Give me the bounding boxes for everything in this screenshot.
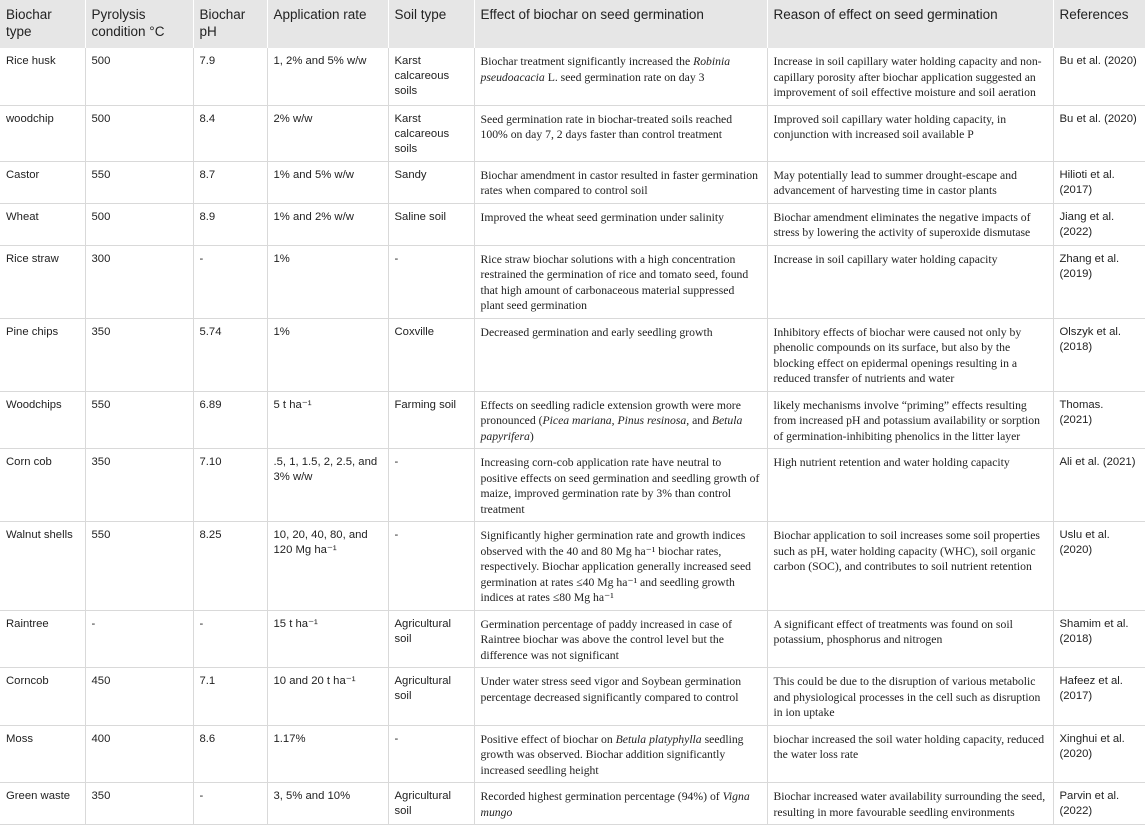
species-name: Vigna mungo — [480, 790, 750, 819]
cell-ph: 6.89 — [193, 391, 267, 449]
cell-pyrolysis-temp: 350 — [85, 449, 193, 522]
table-row — [0, 245, 1145, 318]
table-row — [0, 105, 1145, 161]
table-row — [0, 668, 1145, 726]
cell-biochar-type: Moss — [0, 725, 85, 783]
table-row — [0, 610, 1145, 668]
cell-soil-type: - — [388, 522, 474, 611]
header-row — [0, 0, 1145, 48]
cell-ph: 7.9 — [193, 48, 267, 105]
cell-reference: Zhang et al. (2019) — [1053, 245, 1145, 318]
cell-pyrolysis-temp: 400 — [85, 725, 193, 783]
header-effect: Effect of biochar on seed germination — [474, 0, 767, 48]
table-row — [0, 725, 1145, 783]
cell-reason: likely mechanisms involve “priming” effects resulting from increased pH and potassium availability or sorption of germination-inhibiting phenolics in the litter layer — [767, 391, 1053, 449]
cell-pyrolysis-temp: 450 — [85, 668, 193, 726]
cell-pyrolysis-temp: 500 — [85, 105, 193, 161]
cell-soil-type: - — [388, 449, 474, 522]
cell-pyrolysis-temp: 550 — [85, 391, 193, 449]
cell-soil-type: Saline soil — [388, 203, 474, 245]
cell-application-rate: 1% — [267, 318, 388, 391]
table-row — [0, 522, 1145, 611]
cell-soil-type: - — [388, 245, 474, 318]
cell-soil-type: Karst calcareous soils — [388, 48, 474, 105]
cell-biochar-type: woodchip — [0, 105, 85, 161]
table-row — [0, 161, 1145, 203]
cell-biochar-type: Corn cob — [0, 449, 85, 522]
cell-reason: A significant effect of treatments was found on soil potassium, phosphorus and nitrogen — [767, 610, 1053, 668]
cell-pyrolysis-temp: - — [85, 610, 193, 668]
header-soil-type: Soil type — [388, 0, 474, 48]
cell-reference: Hafeez et al. (2017) — [1053, 668, 1145, 726]
cell-ph: 5.74 — [193, 318, 267, 391]
cell-reason: High nutrient retention and water holding capacity — [767, 449, 1053, 522]
cell-effect: Effects on seedling radicle extension growth were more pronounced (Picea mariana, Pinus resinosa, and Betula papyrifera) — [474, 391, 767, 449]
cell-ph: 8.4 — [193, 105, 267, 161]
cell-reason: Biochar application to soil increases some soil properties such as pH, water holding capacity (WHC), soil organic carbon (SOC), and contributes to soil nutrient retention — [767, 522, 1053, 611]
cell-application-rate: 10 and 20 t ha⁻¹ — [267, 668, 388, 726]
table-row — [0, 203, 1145, 245]
cell-biochar-type: Corncob — [0, 668, 85, 726]
cell-effect: Germination percentage of paddy increased in case of Raintree biochar was above the control level but the difference was not significant — [474, 610, 767, 668]
cell-pyrolysis-temp: 550 — [85, 161, 193, 203]
cell-effect: Decreased germination and early seedling growth — [474, 318, 767, 391]
cell-biochar-type: Rice husk — [0, 48, 85, 105]
table-row — [0, 391, 1145, 449]
species-name: Pinus resinosa — [617, 414, 687, 427]
cell-reference: Ali et al. (2021) — [1053, 449, 1145, 522]
cell-reference: Hilioti et al. (2017) — [1053, 161, 1145, 203]
cell-biochar-type: Green waste — [0, 783, 85, 825]
species-name: Betula platyphylla — [615, 732, 702, 746]
cell-reason: Increase in soil capillary water holding capacity and non-capillary porosity after biochar application suggested an improvement of soil effective moisture and soil aeration — [767, 48, 1053, 105]
cell-ph: 8.7 — [193, 161, 267, 203]
cell-effect: Improved the wheat seed germination under salinity — [474, 203, 767, 245]
cell-effect: Positive effect of biochar on Betula platyphylla seedling growth was observed. Biochar addition significantly increased seedling height — [474, 725, 767, 783]
cell-application-rate: 1% — [267, 245, 388, 318]
cell-ph: 8.6 — [193, 725, 267, 783]
cell-application-rate: 1.17% — [267, 725, 388, 783]
cell-application-rate: 1, 2% and 5% w/w — [267, 48, 388, 105]
cell-application-rate: 15 t ha⁻¹ — [267, 610, 388, 668]
cell-reason: Improved soil capillary water holding capacity, in conjunction with increased soil available P — [767, 105, 1053, 161]
cell-biochar-type: Pine chips — [0, 318, 85, 391]
cell-effect: Rice straw biochar solutions with a high concentration restrained the germination of rice and tomato seed, found that high amount of carbonaceous material suppressed plant seed germination — [474, 245, 767, 318]
cell-reference: Xinghui et al. (2020) — [1053, 725, 1145, 783]
cell-application-rate: 1% and 5% w/w — [267, 161, 388, 203]
cell-effect: Seed germination rate in biochar-treated soils reached 100% on day 7, 2 days faster than control treatment — [474, 105, 767, 161]
cell-reason: Biochar increased water availability surrounding the seed, resulting in more favourable seedling environments — [767, 783, 1053, 825]
cell-application-rate: 10, 20, 40, 80, and 120 Mg ha⁻¹ — [267, 522, 388, 611]
cell-soil-type: Agricultural soil — [388, 668, 474, 726]
cell-biochar-type: Walnut shells — [0, 522, 85, 611]
cell-pyrolysis-temp: 550 — [85, 522, 193, 611]
header-pyrolysis-condition: Pyrolysis condition °C — [85, 0, 193, 48]
cell-effect: Recorded highest germination percentage (94%) of Vigna mungo — [474, 783, 767, 825]
cell-application-rate: 3, 5% and 10% — [267, 783, 388, 825]
cell-ph: 8.25 — [193, 522, 267, 611]
cell-soil-type: Farming soil — [388, 391, 474, 449]
cell-pyrolysis-temp: 350 — [85, 783, 193, 825]
cell-ph: - — [193, 783, 267, 825]
cell-reason: Increase in soil capillary water holding capacity — [767, 245, 1053, 318]
cell-soil-type: Agricultural soil — [388, 783, 474, 825]
cell-soil-type: Agricultural soil — [388, 610, 474, 668]
cell-reference: Bu et al. (2020) — [1053, 48, 1145, 105]
species-name: Betula papyrifera — [480, 414, 743, 443]
cell-reason: Biochar amendment eliminates the negative impacts of stress by lowering the activity of superoxide dismutase — [767, 203, 1053, 245]
table-row — [0, 449, 1145, 522]
header-biochar-ph: Biochar pH — [193, 0, 267, 48]
cell-biochar-type: Woodchips — [0, 391, 85, 449]
cell-pyrolysis-temp: 500 — [85, 203, 193, 245]
cell-ph: 7.10 — [193, 449, 267, 522]
cell-soil-type: Karst calcareous soils — [388, 105, 474, 161]
table-row — [0, 783, 1145, 825]
cell-soil-type: Sandy — [388, 161, 474, 203]
cell-pyrolysis-temp: 350 — [85, 318, 193, 391]
cell-effect: Significantly higher germination rate and growth indices observed with the 40 and 80 Mg ha⁻¹ biochar rates, respectively. Biochar application generally increased seed germination at rates ≤40 Mg ha⁻¹ and seedling growth indices at rates ≤80 Mg ha⁻¹ — [474, 522, 767, 611]
species-name: Robinia pseudoacacia — [480, 55, 731, 84]
cell-reference: Shamim et al. (2018) — [1053, 610, 1145, 668]
cell-biochar-type: Raintree — [0, 610, 85, 668]
cell-reference: Jiang et al. (2022) — [1053, 203, 1145, 245]
cell-pyrolysis-temp: 500 — [85, 48, 193, 105]
cell-reason: This could be due to the disruption of various metabolic and physiological processes in the cell such as disruption in ion uptake — [767, 668, 1053, 726]
cell-application-rate: 1% and 2% w/w — [267, 203, 388, 245]
cell-ph: - — [193, 245, 267, 318]
cell-biochar-type: Rice straw — [0, 245, 85, 318]
cell-effect: Biochar amendment in castor resulted in faster germination rates when compared to control soil — [474, 161, 767, 203]
cell-reason: biochar increased the soil water holding capacity, reduced the water loss rate — [767, 725, 1053, 783]
cell-reason: May potentially lead to summer drought-escape and advancement of harvesting time in castor plants — [767, 161, 1053, 203]
cell-reference: Olszyk et al. (2018) — [1053, 318, 1145, 391]
cell-soil-type: Coxville — [388, 318, 474, 391]
cell-ph: 7.1 — [193, 668, 267, 726]
header-biochar-type: Biochar type — [0, 0, 85, 48]
cell-pyrolysis-temp: 300 — [85, 245, 193, 318]
cell-effect: Under water stress seed vigor and Soybean germination percentage decreased significantly compared to control — [474, 668, 767, 726]
table-row — [0, 318, 1145, 391]
cell-application-rate: 2% w/w — [267, 105, 388, 161]
cell-effect: Biochar treatment significantly increased the Robinia pseudoacacia L. seed germination rate on day 3 — [474, 48, 767, 105]
cell-biochar-type: Castor — [0, 161, 85, 203]
cell-reason: Inhibitory effects of biochar were caused not only by phenolic compounds on its surface, but also by the blocking effect on epidermal openings resulting in a reduced transfer of nutrients and water — [767, 318, 1053, 391]
cell-reference: Bu et al. (2020) — [1053, 105, 1145, 161]
header-reason: Reason of effect on seed germination — [767, 0, 1053, 48]
cell-soil-type: - — [388, 725, 474, 783]
header-application-rate: Application rate — [267, 0, 388, 48]
cell-reference: Uslu et al. (2020) — [1053, 522, 1145, 611]
cell-ph: - — [193, 610, 267, 668]
header-references: References — [1059, 7, 1129, 22]
cell-reference: Thomas. (2021) — [1053, 391, 1145, 449]
cell-application-rate: .5, 1, 1.5, 2, 2.5, and 3% w/w — [267, 449, 388, 522]
cell-biochar-type: Wheat — [0, 203, 85, 245]
table-row — [0, 48, 1145, 105]
cell-application-rate: 5 t ha⁻¹ — [267, 391, 388, 449]
species-name: Picea mariana — [542, 414, 612, 427]
cell-reference: Parvin et al. (2022) — [1053, 783, 1145, 825]
cell-ph: 8.9 — [193, 203, 267, 245]
cell-effect: Increasing corn-cob application rate have neutral to positive effects on seed germination and seedling growth of maize, improved germination rate by 3% than control treatment — [474, 449, 767, 522]
